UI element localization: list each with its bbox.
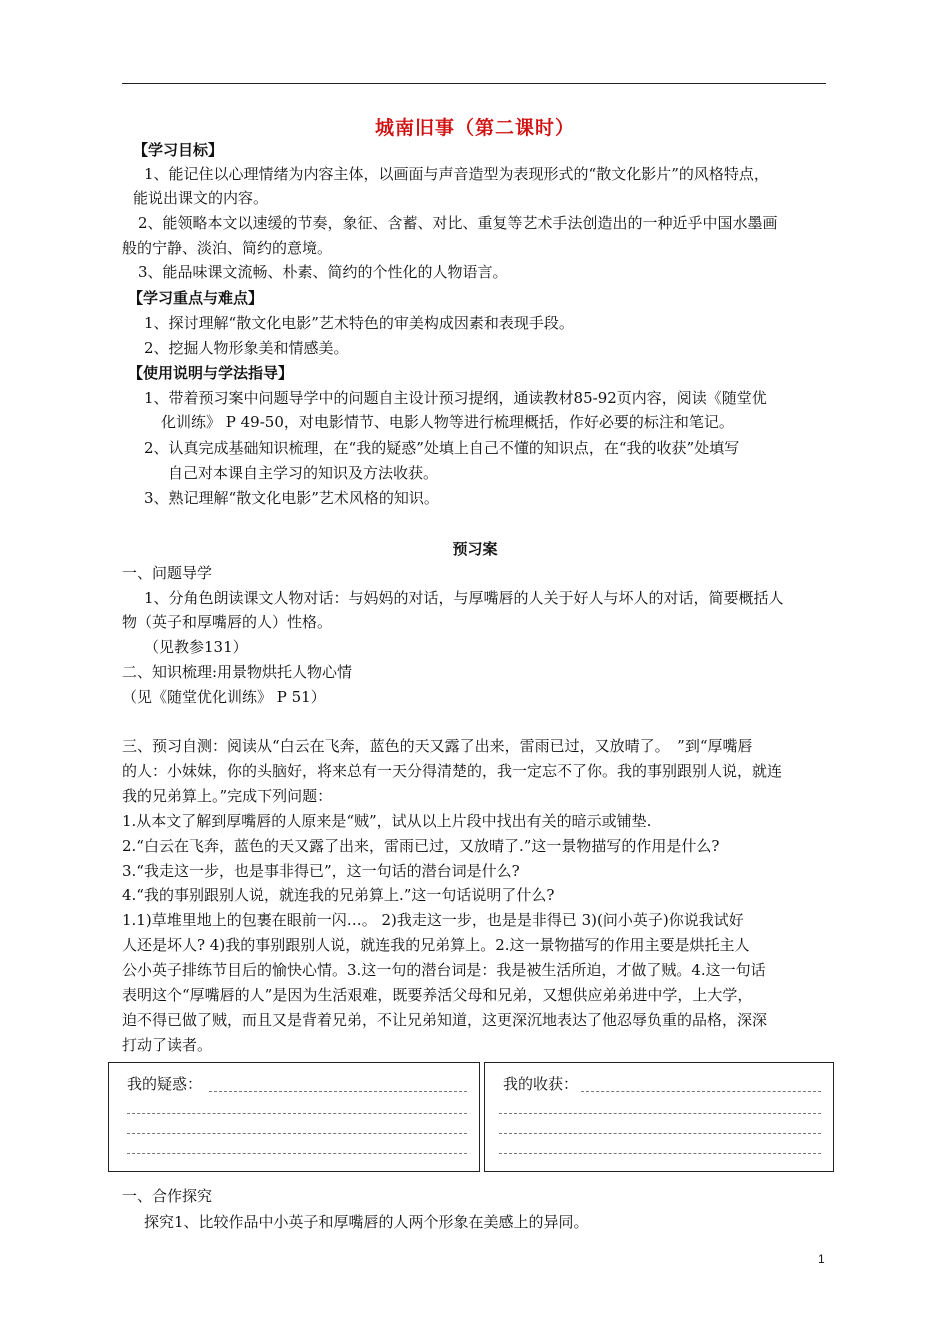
answer-line: 1.1)草堆里地上的包裹在眼前一闪…。 2)我走这一步，也是是非得已 3)(问小英子)你说我试好 [122,911,744,929]
doubt-writing-line[interactable] [127,1153,467,1154]
preview-line: 3.“我走这一步，也是事非得已”，这一句话的潜台词是什么? [122,862,520,880]
guide-line: 3、熟记理解“散文化电影”艺术风格的知识。 [144,489,439,507]
answer-line: 表明这个“厚嘴唇的人”是因为生活艰难，既要养活父母和兄弟，又想供应弟弟进中学，上大学， [122,986,753,1004]
guide-line: 2、认真完成基础知识梳理，在“我的疑惑”处填上自己不懂的知识点，在“我的收获”处填写 [144,439,740,457]
preview-line: 的人：小妹妹，你的头脑好，将来总有一天分得清楚的，我一定忘不了你。我的事别跟别人说，就连 [122,762,783,780]
preview-line: 二、知识梳理:用景物烘托人物心情 [122,663,353,681]
explore-line: 一、合作探究 [122,1187,213,1205]
focus-line: 1、探讨理解“散文化电影”艺术特色的审美构成因素和表现手段。 [144,314,574,332]
gain-writing-line[interactable] [499,1153,821,1154]
preview-line: 三、预习自测：阅读从“白云在飞奔，蓝色的天又露了出来，雷雨已过，又放晴了。 ”到“厚嘴唇 [122,737,753,755]
gain-box[interactable] [484,1062,834,1172]
guide-line: 1、带着预习案中问题导学中的问题自主设计预习提纲，通读教材85-92页内容，阅读《随堂优 [144,389,767,407]
doubt-writing-line[interactable] [209,1091,467,1092]
page-title: 城南旧事（第二课时） [374,117,575,139]
guide-line: 化训练》 P 49-50，对电影情节、电影人物等进行梳理概括，作好必要的标注和笔记。 [161,413,734,431]
preview-line: 1.从本文了解到厚嘴唇的人原来是“贼”，试从以上片段中找出有关的暗示或铺垫. [122,812,652,830]
answer-line: 打动了读者。 [122,1036,213,1054]
objective-line: 能说出课文的内容。 [133,189,269,207]
gain-writing-line[interactable] [581,1091,821,1092]
doubt-writing-line[interactable] [127,1113,467,1114]
preview-line: 物（英子和厚嘴唇的人）性格。 [122,613,333,631]
answer-line: 人还是坏人? 4)我的事别跟别人说，就连我的兄弟算上。2.这一景物描写的作用主要是烘托主人 [122,936,750,954]
answer-line: 公小英子排练节目后的愉快心情。3.这一句的潜台词是：我是被生活所迫，才做了贼。4.这一句话 [122,961,766,979]
gain-writing-line[interactable] [499,1113,821,1114]
focus-heading: 【学习重点与难点】 [128,289,264,307]
preview-line: 我的兄弟算上。”完成下列问题： [122,787,333,805]
page-number: 1 [818,1252,825,1266]
header-rule [122,83,826,84]
preview-line: 2.“白云在飞奔，蓝色的天又露了出来，雷雨已过，又放晴了.”这一景物描写的作用是什么? [122,837,720,855]
preview-line: 一、问题导学 [122,564,213,582]
doubt-writing-line[interactable] [127,1133,467,1134]
preview-heading: 预习案 [452,540,498,558]
gain-label: 我的收获： [503,1075,579,1093]
gain-writing-line[interactable] [499,1133,821,1134]
doubt-box[interactable] [108,1062,480,1172]
objective-line: 般的宁静、淡泊、简约的意境。 [122,239,333,257]
preview-line: 1、分角色朗读课文人物对话：与妈妈的对话，与厚嘴唇的人关于好人与坏人的对话，简要概括人 [144,589,784,607]
objectives-heading: 【学习目标】 [133,141,224,159]
answer-line: 迫不得已做了贼，而且又是背着兄弟，不让兄弟知道，这更深沉地表达了他忍辱负重的品格，深深 [122,1011,768,1029]
explore-line: 探究1、比较作品中小英子和厚嘴唇的人两个形象在美感上的异同。 [144,1213,589,1231]
guide-heading: 【使用说明与学法指导】 [128,364,294,382]
guide-line: 自己对本课自主学习的知识及方法收获。 [168,464,439,482]
doubt-label: 我的疑惑： [127,1075,203,1093]
preview-line: （见《随堂优化训练》 P 51） [122,688,326,706]
focus-line: 2、挖掘人物形象美和情感美。 [144,339,349,357]
objective-line: 2、能领略本文以速缓的节奏，象征、含蓄、对比、重复等艺术手法创造出的一种近乎中国水墨画 [138,214,778,232]
preview-line: （见教参131） [144,638,248,656]
objective-line: 1、能记住以心理情绪为内容主体，以画面与声音造型为表现形式的“散文化影片”的风格特点， [144,165,769,183]
preview-line: 4.“我的事别跟别人说，就连我的兄弟算上.”这一句话说明了什么? [122,886,555,904]
objective-line: 3、能品味课文流畅、朴素、简约的个性化的人物语言。 [138,263,508,281]
